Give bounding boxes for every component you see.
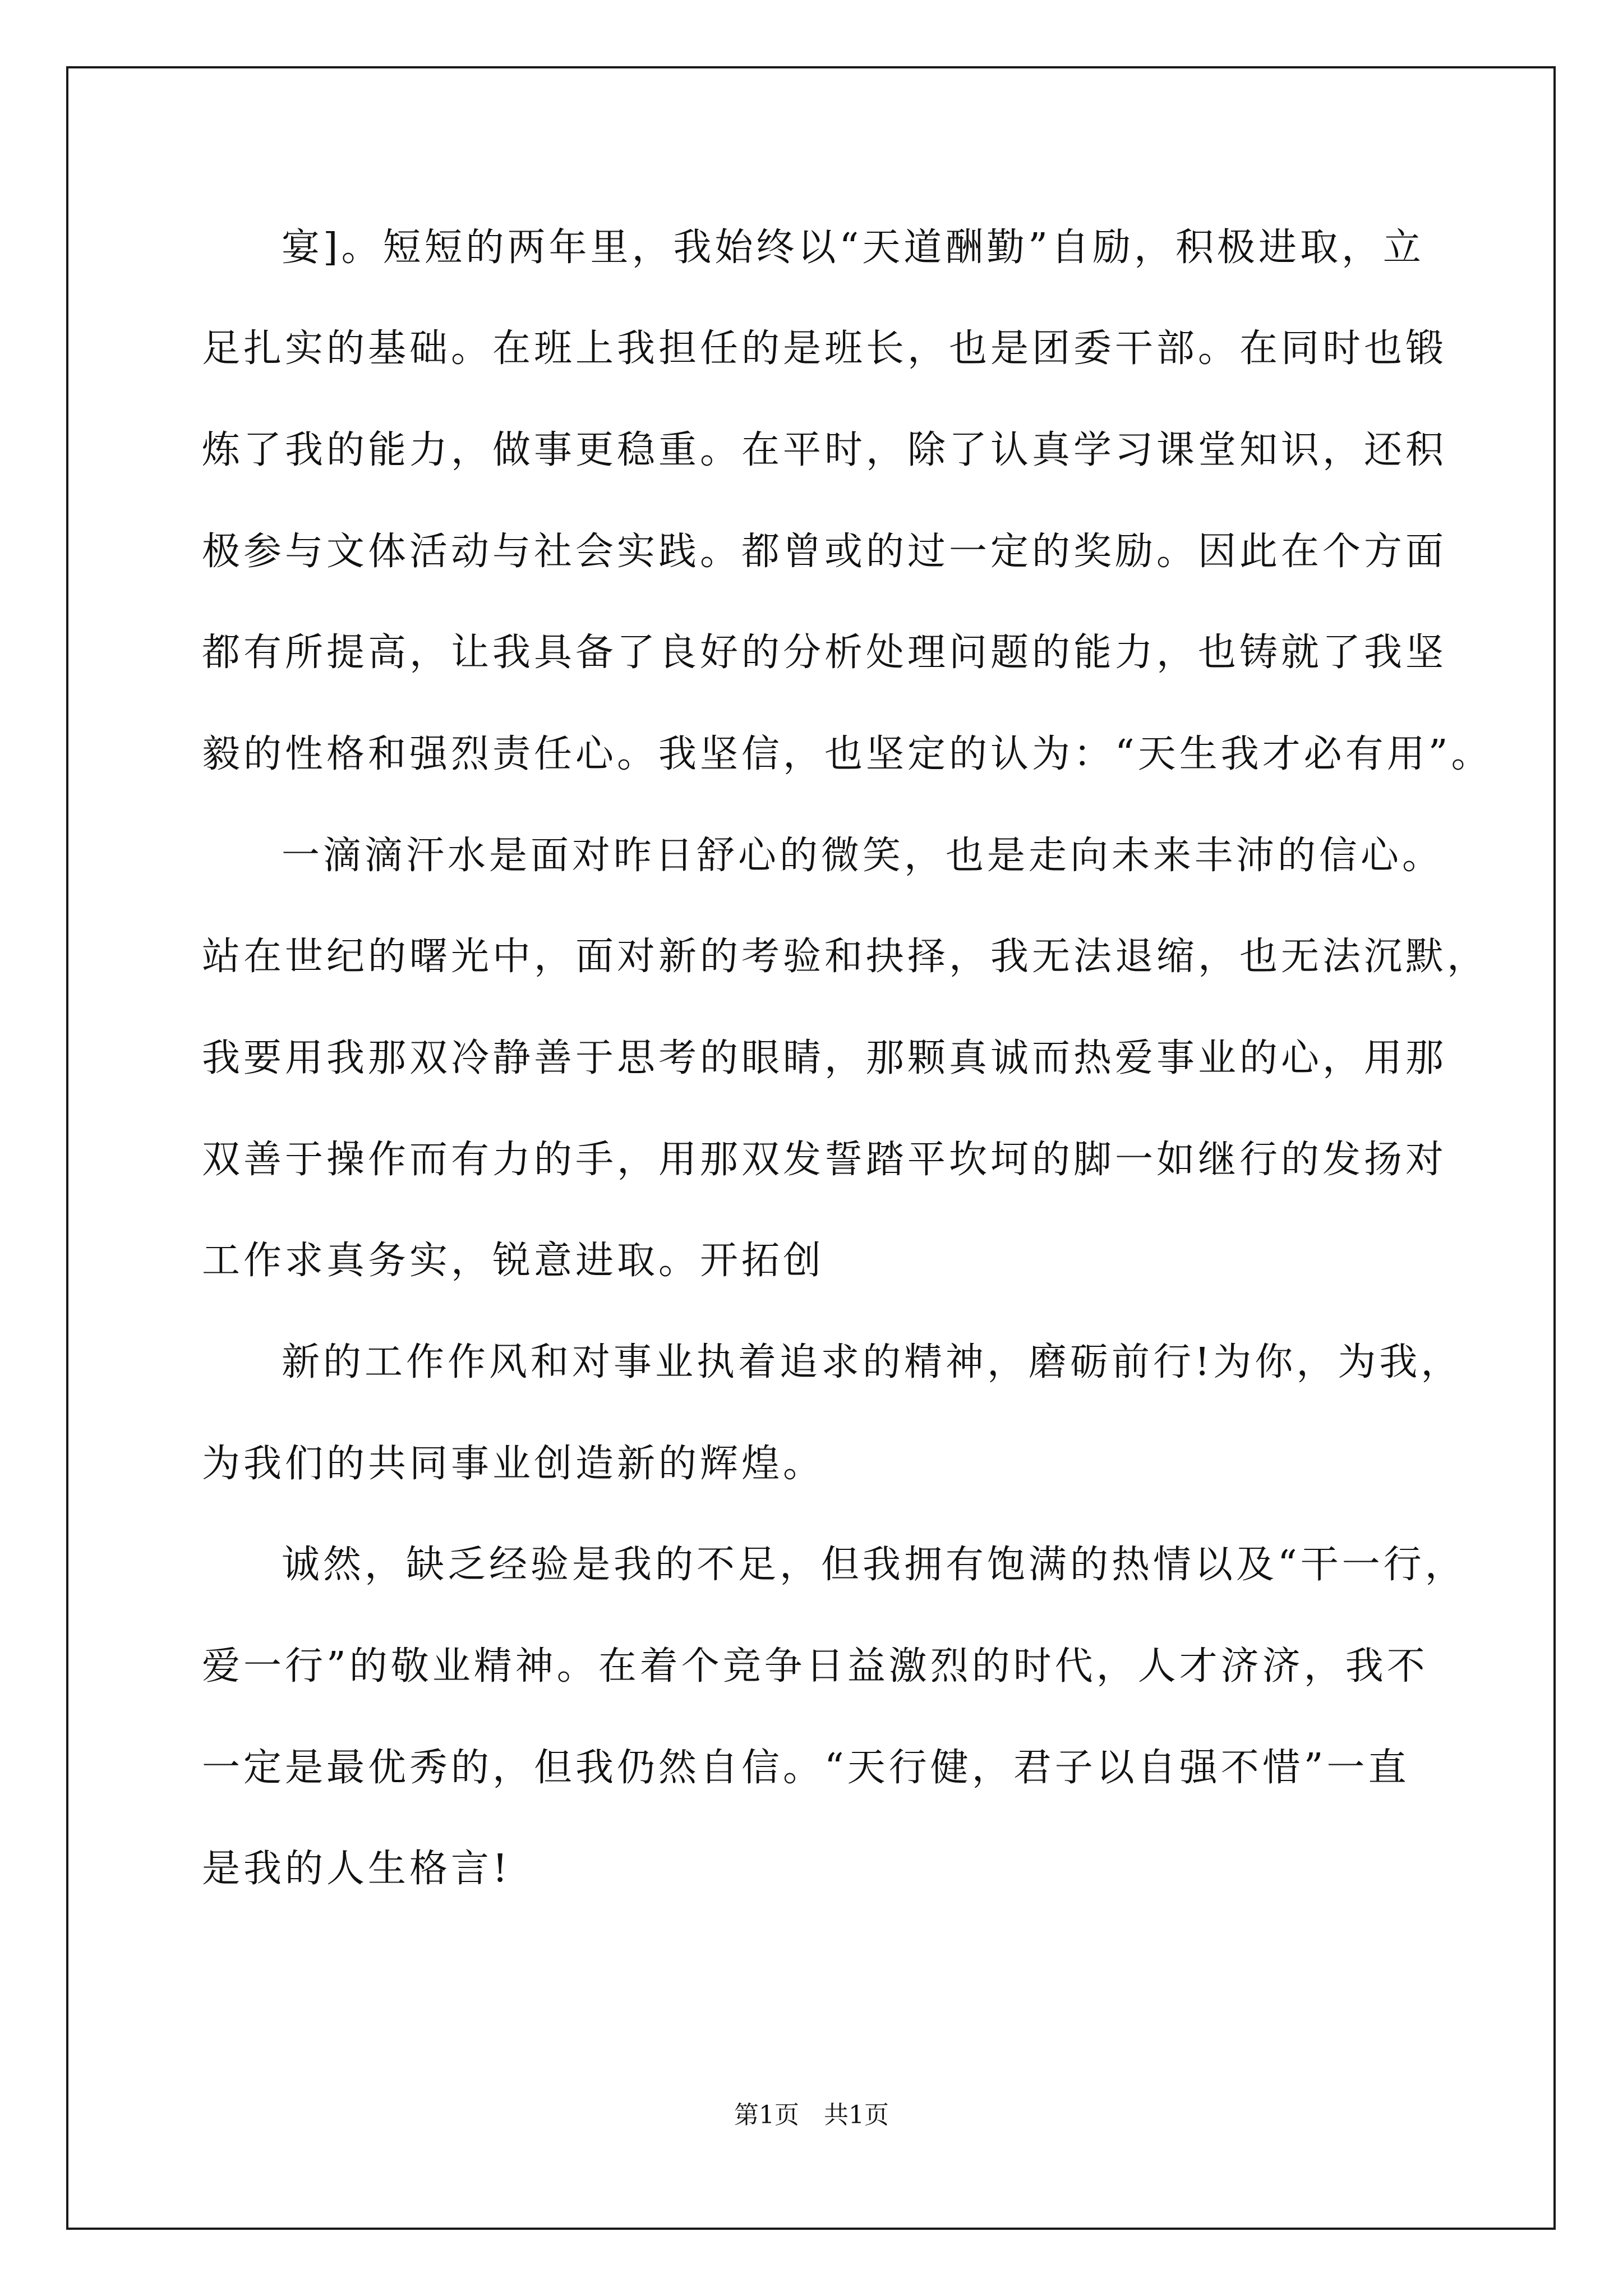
text-line: 为我们的共同事业创造新的辉煌。	[202, 1442, 825, 1486]
text-line: 都有所提高，让我具备了良好的分析处理问题的能力，也铸就了我坚	[202, 631, 1447, 675]
text-line: 毅的性格和强烈责任心。我坚信，也坚定的认为：“天生我才必有用”。	[202, 732, 1493, 776]
text-line: 极参与文体活动与社会实践。都曾或的过一定的奖励。因此在个方面	[202, 530, 1447, 574]
page-number-footer: 第1页 共1页	[734, 2101, 889, 2129]
text-line: 炼了我的能力，做事更稳重。在平时，除了认真学习课堂知识，还积	[202, 428, 1447, 472]
text-line: 宴]。短短的两年里，我始终以“天道酬勤”自励，积极进取，立	[282, 226, 1425, 270]
text-line: 工作求真务实，锐意进取。开拓创	[202, 1239, 825, 1283]
text-line: 是我的人生格言!	[202, 1847, 511, 1891]
text-line: 我要用我那双冷静善于思考的眼睛，那颗真诚而热爱事业的心，用那	[202, 1036, 1447, 1080]
text-line: 诚然，缺乏经验是我的不足，但我拥有饱满的热情以及“干一行，	[282, 1543, 1467, 1587]
text-line: 一定是最优秀的，但我仍然自信。“天行健，君子以自强不惜”一直	[202, 1746, 1410, 1790]
text-line: 新的工作作风和对事业执着追求的精神，磨砺前行!为你，为我，	[282, 1340, 1463, 1384]
text-line: 一滴滴汗水是面对昨日舒心的微笑，也是走向未来丰沛的信心。	[282, 834, 1444, 878]
text-line: 爱一行”的敬业精神。在着个竞争日益激烈的时代，人才济济，我不	[202, 1644, 1428, 1688]
text-line: 站在世纪的曙光中，面对新的考验和抉择，我无法退缩，也无法沉默，	[202, 935, 1489, 979]
text-line: 双善于操作而有力的手，用那双发誓踏平坎坷的脚一如继行的发扬对	[202, 1138, 1447, 1182]
text-line: 足扎实的基础。在班上我担任的是班长，也是团委干部。在同时也锻	[202, 326, 1447, 371]
